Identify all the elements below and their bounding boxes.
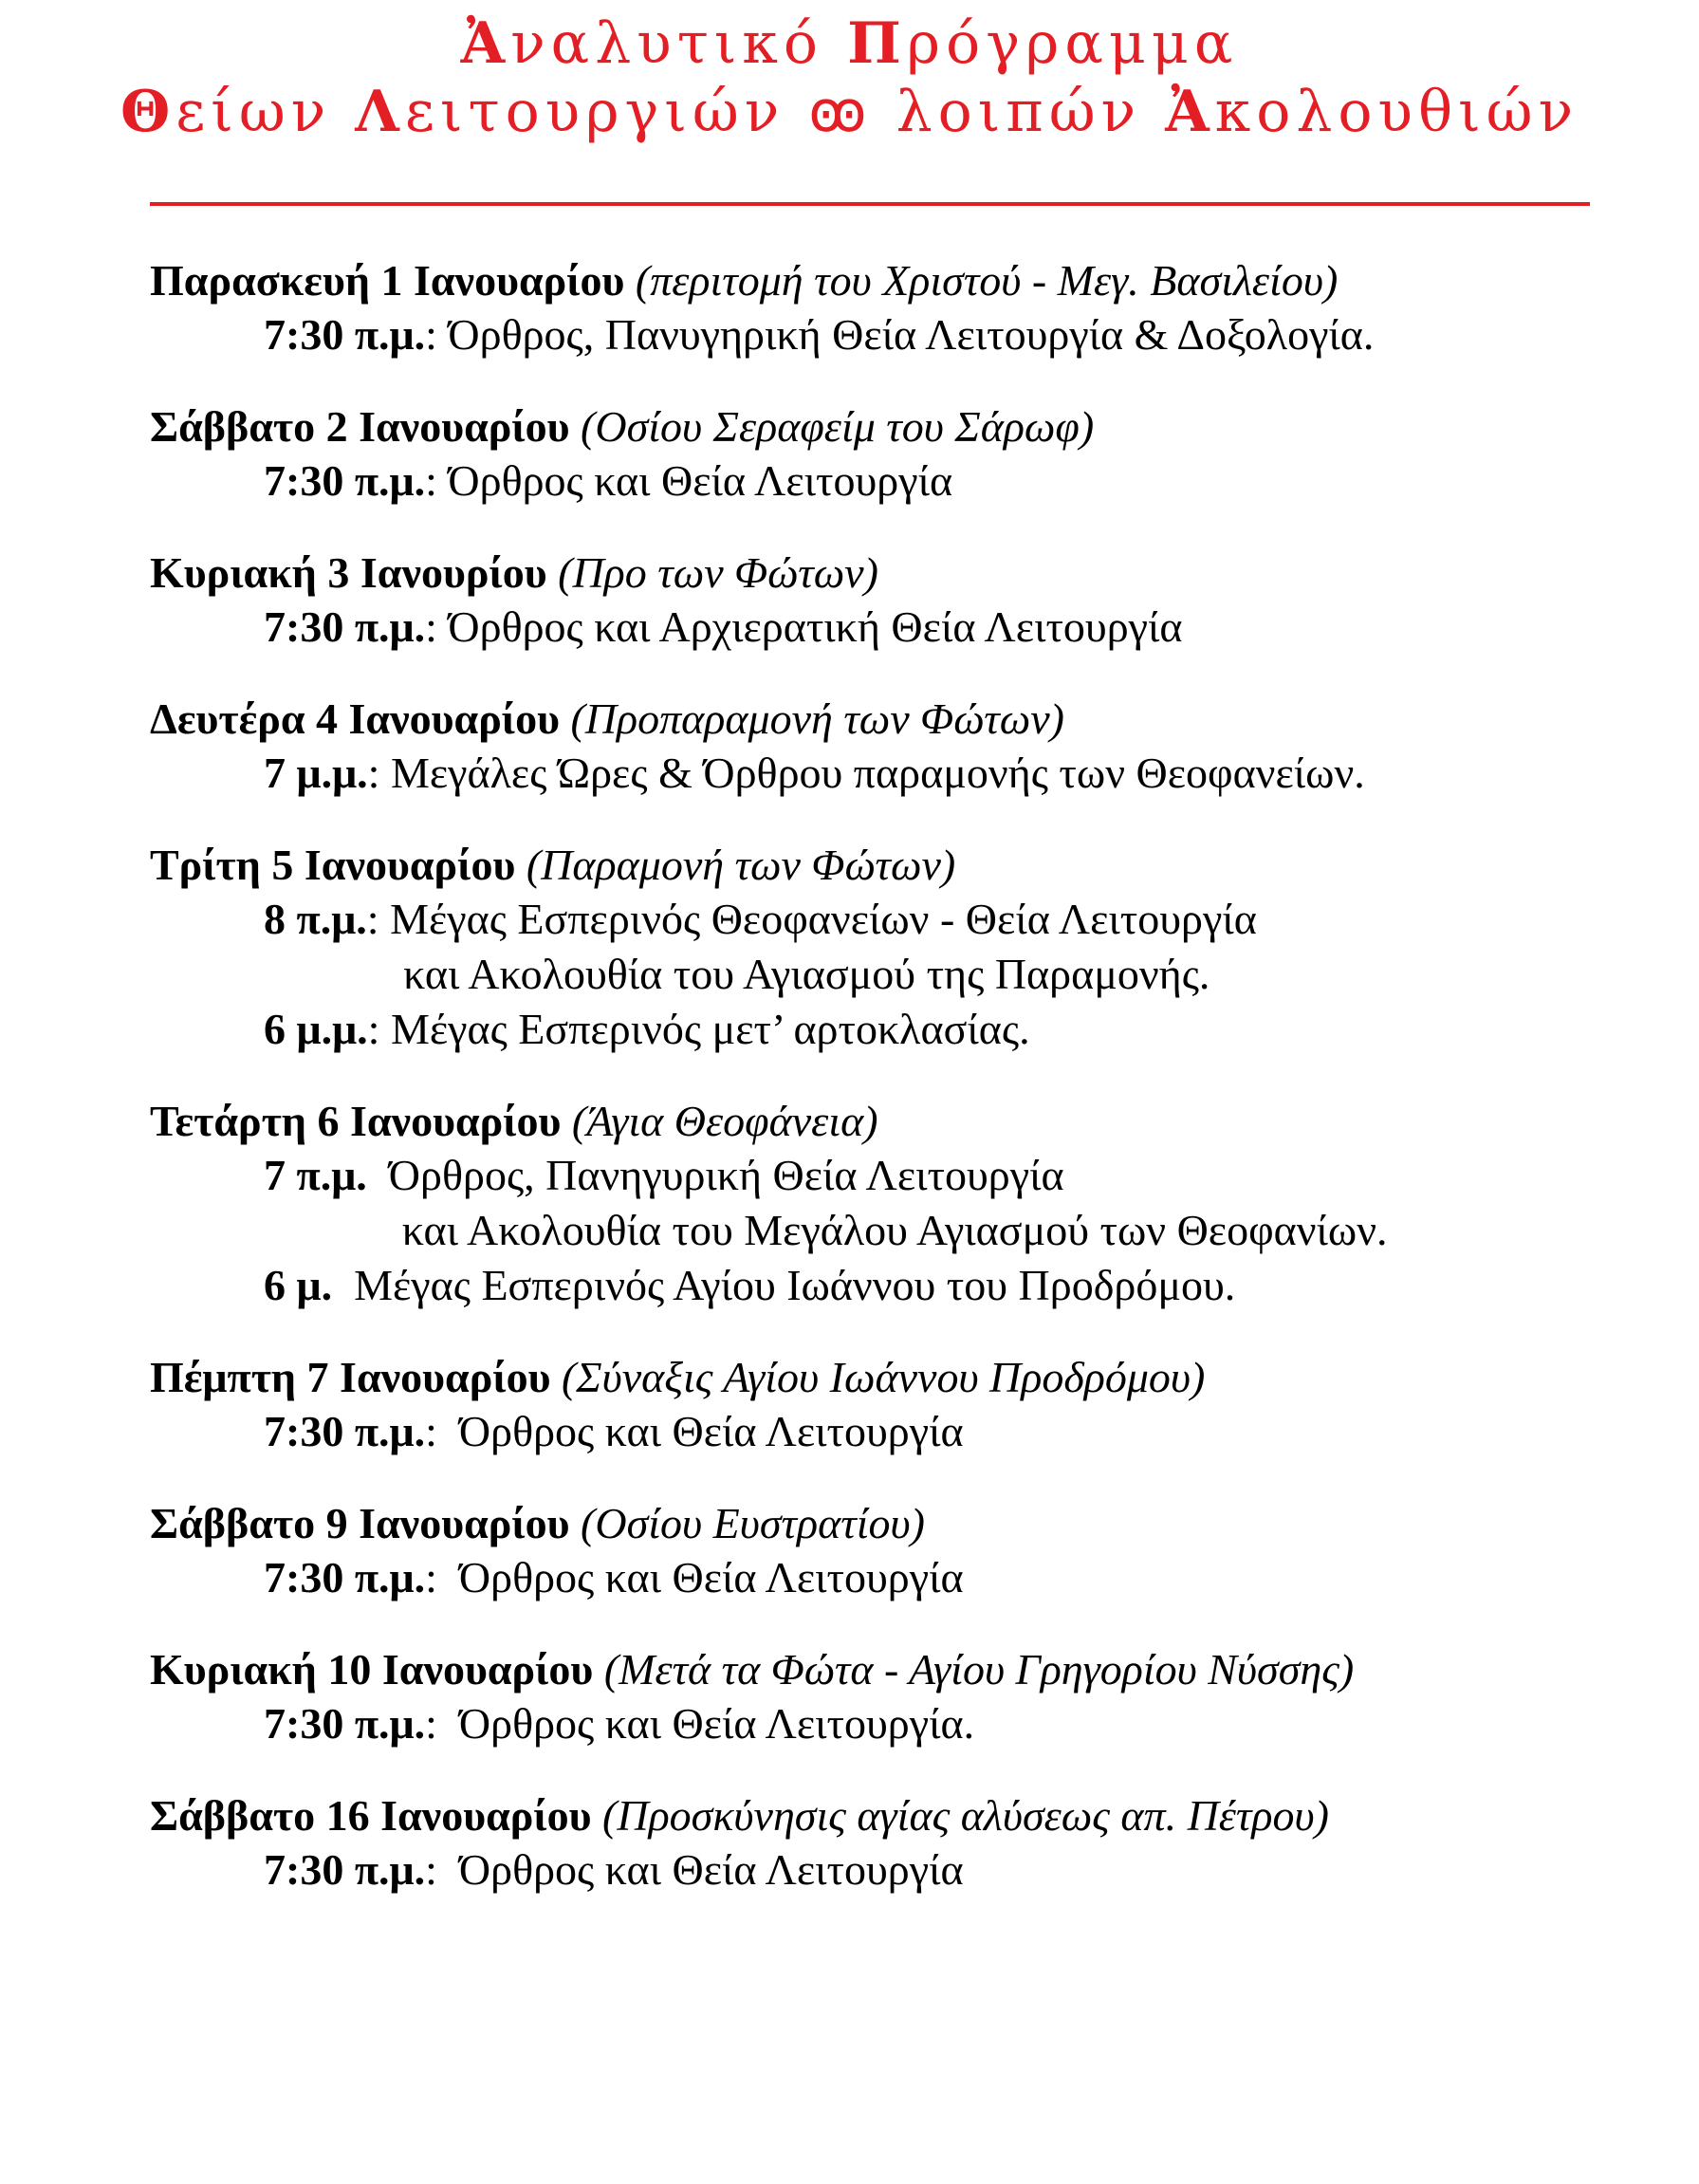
title-initial: Θ	[120, 79, 176, 145]
service-continuation: και Ακολουθία του Αγιασμού της Παραμονής.	[403, 950, 1210, 998]
service-time: 8 π.μ.	[264, 895, 367, 943]
service-description: Μέγας Εσπερινός μετ’ αρτοκλασίας.	[390, 1005, 1030, 1053]
service-description: Όρθρος και Θεία Λειτουργία.	[458, 1699, 975, 1748]
feast-name: (περιτομή του Χριστού - Μεγ. Βασιλείου)	[635, 256, 1339, 305]
title-line-1	[0, 9, 1699, 78]
day-date: Δευτέρα 4 Ιανουαρίου	[150, 694, 560, 743]
day-heading	[150, 1497, 1601, 1550]
service-description: Όρθρος και Θεία Λειτουργία	[458, 1553, 964, 1601]
service-separator: :	[425, 456, 449, 505]
service-entry	[150, 1550, 1601, 1605]
day-date: Σάββατο 2 Ιανουαρίου	[150, 402, 570, 451]
schedule-day	[150, 1789, 1601, 1897]
title-word-text: ναλυτικό	[510, 10, 824, 77]
service-time: 7:30 π.μ.	[264, 602, 426, 651]
day-heading	[150, 1789, 1601, 1842]
schedule-day	[150, 1351, 1601, 1459]
day-date: Κυριακή 10 Ιανουαρίου	[150, 1645, 594, 1694]
service-separator: :	[425, 602, 449, 651]
service-description: Όρθρος και Θεία Λειτουργία	[448, 456, 953, 505]
service-entry	[150, 600, 1601, 655]
service-description: Μέγας Εσπερινός Αγίου Ιωάννου του Προδρόμου.	[354, 1261, 1236, 1309]
title-word-text: ειτουργιών	[404, 79, 785, 145]
feast-name: (Σύναξις Αγίου Ιωάννου Προδρόμου)	[561, 1353, 1206, 1401]
day-heading	[150, 254, 1601, 307]
schedule-day	[150, 1095, 1601, 1313]
day-date: Κυριακή 3 Ιανουρίου	[150, 548, 547, 597]
day-date: Τετάρτη 6 Ιανουαρίου	[150, 1097, 562, 1145]
title-word-text: ꙭ	[808, 79, 873, 145]
title-line-2	[0, 78, 1699, 146]
day-heading	[150, 693, 1601, 746]
day-date: Σάββατο 16 Ιανουαρίου	[150, 1791, 592, 1840]
feast-name: (Άγια Θεοφάνεια)	[571, 1097, 878, 1145]
day-heading	[150, 546, 1601, 600]
schedule-day	[150, 546, 1601, 655]
title-word-text: κολουθιών	[1214, 79, 1579, 145]
title-word-text: είων	[175, 79, 332, 145]
service-separator: :	[425, 1553, 459, 1601]
service-time: 7 μ.μ.	[264, 749, 368, 797]
service-separator: :	[367, 749, 391, 797]
service-separator: :	[425, 1699, 459, 1748]
service-time: 7 π.μ.	[264, 1151, 367, 1199]
service-entry	[150, 892, 1601, 947]
service-time: 7:30 π.μ.	[264, 456, 426, 505]
day-date: Τρίτη 5 Ιανουαρίου	[150, 841, 516, 889]
service-description: Όρθρος και Θεία Λειτουργία	[458, 1407, 964, 1455]
title-word	[461, 10, 823, 77]
service-description: Όρθρος, Πανυγηρική Θεία Λειτουργία & Δοξολογία.	[448, 310, 1375, 359]
service-time: 6 μ.μ.	[264, 1005, 368, 1053]
service-time: 7:30 π.μ.	[264, 310, 426, 359]
day-date: Παρασκευή 1 Ιανουαρίου	[150, 256, 625, 305]
feast-name: (Προπαραμονή των Φώτων)	[570, 694, 1064, 743]
service-entry	[150, 1404, 1601, 1459]
feast-name: (Μετά τα Φώτα - Αγίου Γρηγορίου Νύσσης)	[603, 1645, 1355, 1694]
feast-name: (Προσκύνησις αγίας αλύσεως απ. Πέτρου)	[602, 1791, 1329, 1840]
service-description: Όρθρος, Πανηγυρική Θεία Λειτουργία	[388, 1151, 1064, 1199]
day-heading	[150, 1351, 1601, 1404]
service-separator: :	[425, 310, 449, 359]
service-continuation: και Ακολουθία του Μεγάλου Αγιασμού των Θεοφανίων.	[401, 1206, 1388, 1254]
service-entry	[150, 746, 1601, 801]
day-date: Πέμπτη 7 Ιανουαρίου	[150, 1353, 551, 1401]
title-initial: Ἀ	[460, 10, 511, 77]
service-separator: :	[367, 1005, 391, 1053]
schedule-day	[150, 254, 1601, 362]
service-entry	[150, 1258, 1601, 1313]
day-heading	[150, 839, 1601, 892]
service-separator	[367, 1151, 389, 1199]
schedule-day	[150, 693, 1601, 801]
feast-name: (Οσίου Ευστρατίου)	[581, 1499, 925, 1547]
service-entry	[150, 1696, 1601, 1751]
service-time: 6 μ.	[264, 1261, 333, 1309]
service-separator: :	[366, 895, 391, 943]
title-word	[808, 79, 872, 145]
service-separator	[332, 1261, 354, 1309]
feast-name: (Παραμονή των Φώτων)	[526, 841, 956, 889]
title-initial: Π	[847, 10, 907, 77]
page-header	[0, 9, 1699, 146]
day-date: Σάββατο 9 Ιανουαρίου	[150, 1499, 570, 1547]
service-entry	[150, 453, 1601, 509]
service-description: Μέγας Εσπερινός Θεοφανείων - Θεία Λειτουργία	[390, 895, 1257, 943]
schedule-day	[150, 839, 1601, 1057]
service-separator: :	[425, 1845, 459, 1894]
service-time: 7:30 π.μ.	[264, 1699, 426, 1748]
schedule-list	[150, 254, 1601, 1935]
day-heading	[150, 400, 1601, 453]
service-time: 7:30 π.μ.	[264, 1407, 426, 1455]
service-entry	[150, 1842, 1601, 1897]
title-word-text: λοιπών	[896, 79, 1142, 145]
title-initial: Λ	[355, 79, 405, 145]
service-description: Όρθρος και Αρχιερατική Θεία Λειτουργία	[448, 602, 1183, 651]
day-heading	[150, 1643, 1601, 1696]
day-heading	[150, 1095, 1601, 1148]
feast-name: (Οσίου Σεραφείμ του Σάρωφ)	[581, 402, 1095, 451]
title-word	[847, 10, 1238, 77]
title-word	[120, 79, 331, 145]
feast-name: (Προ των Φώτων)	[558, 548, 878, 597]
service-time: 7:30 π.μ.	[264, 1845, 426, 1894]
service-separator: :	[425, 1407, 459, 1455]
title-word	[1165, 79, 1579, 145]
schedule-day	[150, 1497, 1601, 1605]
title-word	[355, 79, 785, 145]
service-entry	[150, 1002, 1601, 1057]
service-entry	[150, 307, 1601, 362]
schedule-day	[150, 1643, 1601, 1751]
service-description: Μεγάλες Ώρες & Όρθρου παραμονής των Θεοφανείων.	[390, 749, 1365, 797]
service-description: Όρθρος και Θεία Λειτουργία	[458, 1845, 964, 1894]
title-word-text: ρόγραμμα	[906, 10, 1239, 77]
service-entry	[150, 1148, 1601, 1203]
service-time: 7:30 π.μ.	[264, 1553, 426, 1601]
title-word	[896, 79, 1142, 145]
schedule-day	[150, 400, 1601, 509]
title-initial: Ἀ	[1165, 79, 1215, 145]
header-divider	[150, 202, 1590, 206]
